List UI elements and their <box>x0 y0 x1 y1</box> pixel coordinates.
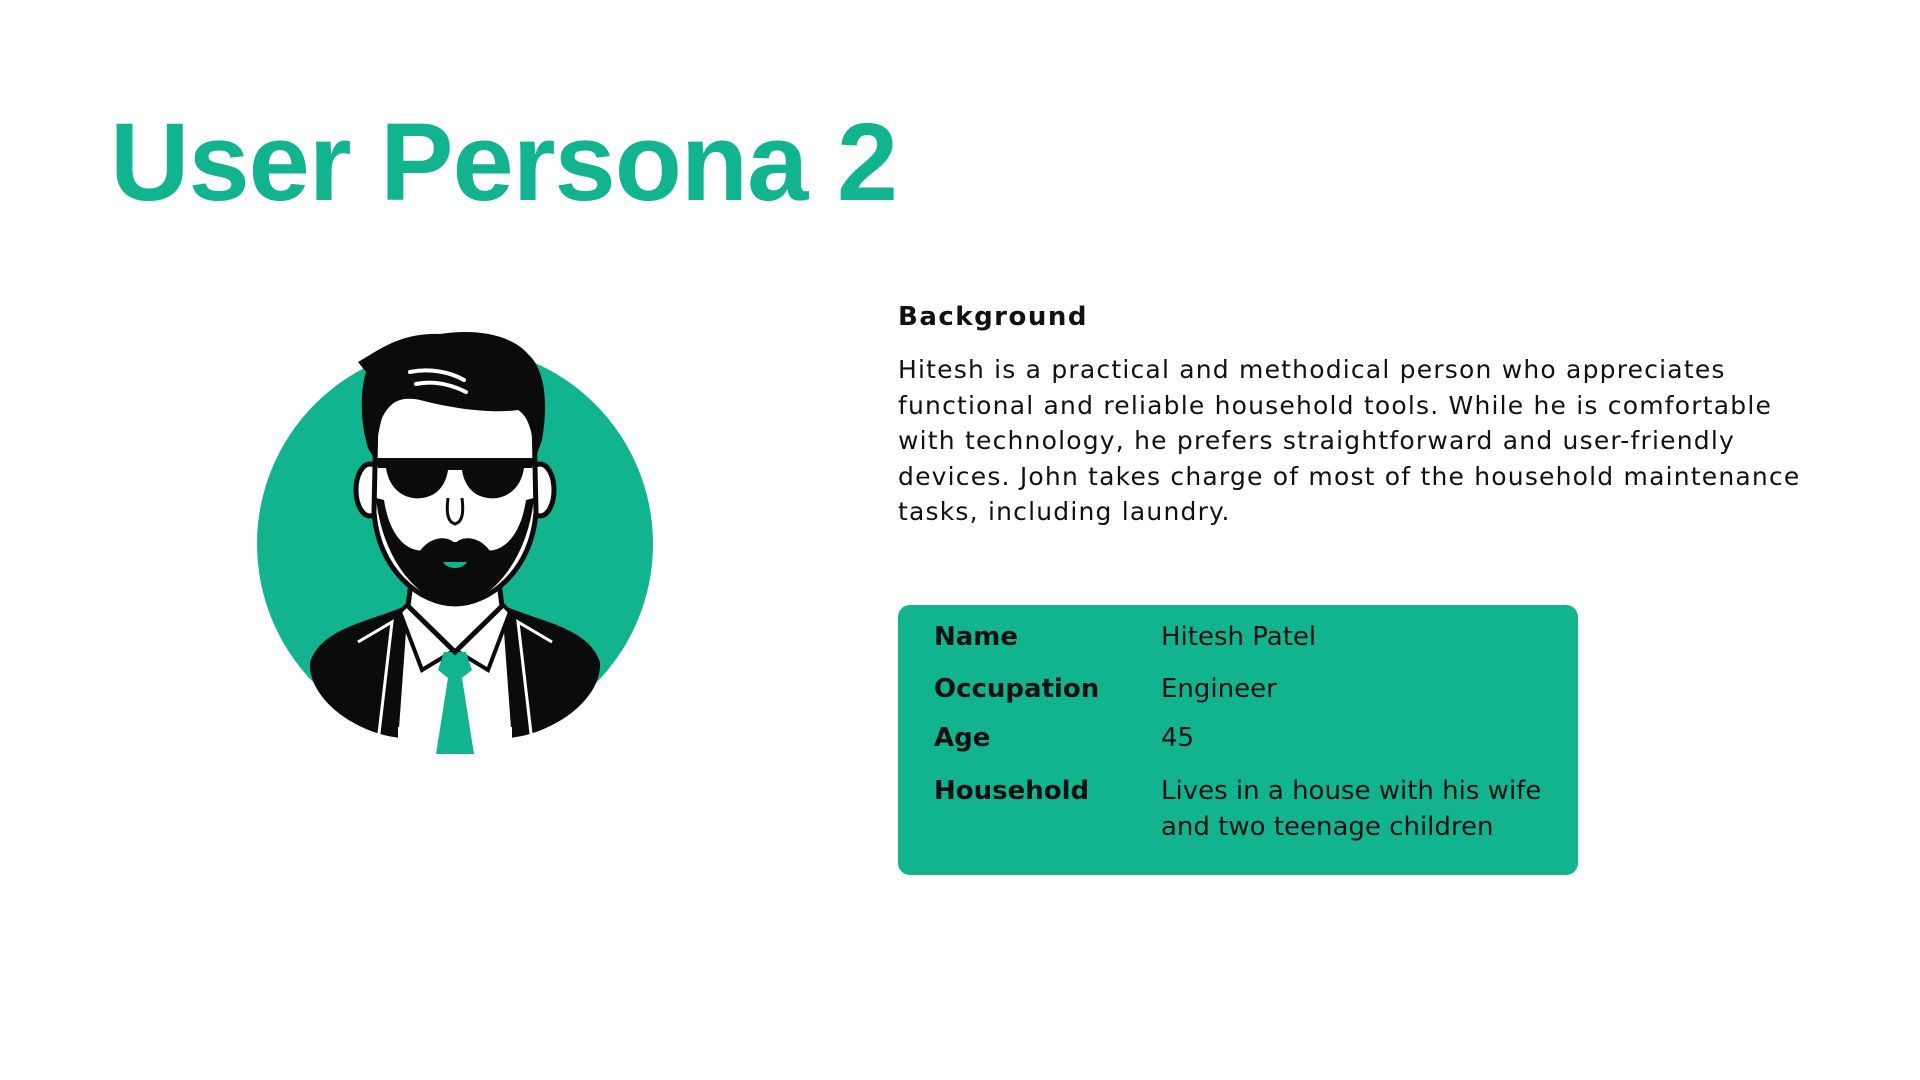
household-value: Lives in a house with his wife and two teenage children <box>1161 776 1542 842</box>
persona-avatar <box>250 322 660 762</box>
occupation-value: Engineer <box>1161 674 1277 704</box>
info-row-age <box>934 720 1558 773</box>
info-row-occupation <box>934 671 1558 720</box>
background-text: Hitesh is a practical and methodical person who appreciates functional and reliable household tools. While he is comfortable with technology, he prefers straightforward and user-friendly devices. John takes charge of most of the household maintenance tasks, including laundry. <box>898 355 1801 526</box>
age-label: Age <box>934 723 991 753</box>
age-value: 45 <box>1161 723 1195 753</box>
page-title: User Persona 2 <box>110 101 897 224</box>
info-row-household <box>934 773 1558 853</box>
name-label: Name <box>934 622 1019 652</box>
name-value: Hitesh Patel <box>1161 622 1317 652</box>
background-heading: Background <box>898 302 1088 332</box>
info-row-name <box>934 619 1558 671</box>
man-avatar-icon <box>250 322 660 762</box>
persona-info-card <box>898 605 1578 875</box>
household-label: Household <box>934 776 1090 806</box>
occupation-label: Occupation <box>934 674 1100 704</box>
